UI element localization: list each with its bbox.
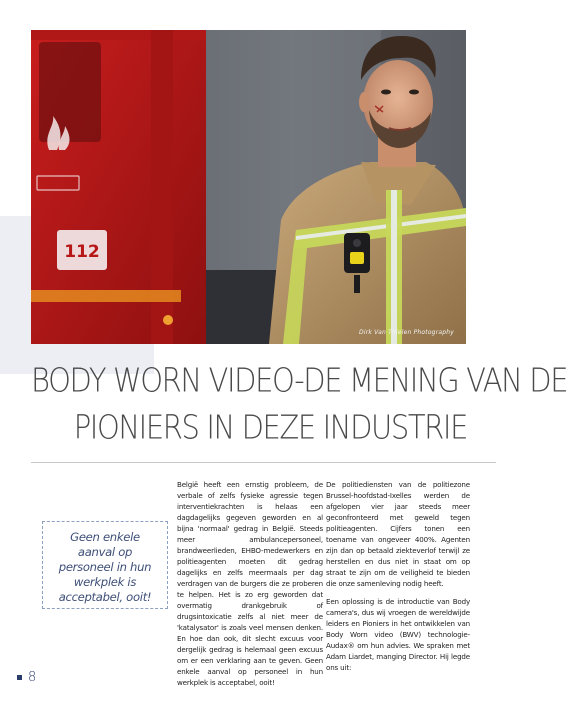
divider	[31, 462, 496, 463]
paragraph: België heeft een ernstig probleem, de verbale of zelfs fysieke agressie tegen interventiekrachten is helaas een dagdagelijks gegeven geworden en al bijna 'normaal' gedrag in België. Steeds meer ambulancepersoneel, brandweerlieden, EHBO-medewerkers en politieagenten moeten dit gedrag dagelijks en zelfs meermaals per dag verdragen van de burgers die ze proberen te helpen. Het is zo erg geworden dat overmatig drankgebruik of drugsintoxicatie zelfs al niet meer de 'katalysator' is zoals veel mensen denken. En hoe dan ook, dit slecht excuus voor dergelijk gedrag is helemaal geen excuus om er een verklaring aan te geven. Geen enkele aanval op personeel in hun werkplek is acceptabel, ooit!	[177, 480, 323, 687]
page-number	[17, 670, 36, 685]
page-number-text: 8	[28, 670, 37, 685]
hero-photo	[31, 30, 466, 344]
pull-quote-text: Geen enkele aanval op personeel in hun werkplek is acceptabel, ooit!	[58, 530, 152, 604]
paragraph: De politiediensten van de politiezone Brussel-hoofdstad-Ixelles werden de afgelopen vier jaar steeds meer geconfronteerd met geweld tegen politieagenten. Cijfers tonen een toename van ongeveer 400%. Agenten zijn dan op betaald ziekteverlof terwijl ze herstellen en dus niet in staat om op straat te zijn om de veiligheid te bieden die onze samenleving nodig heeft.	[326, 480, 470, 588]
svg-text:112: 112	[64, 242, 100, 262]
paragraph: Een oplossing is de introductie van Body camera's, dus wij vroegen de wereldwijde leiders en Pioniers in het ontwikkelen van Body Worn video (BWV) technologie-Audax® om hun advies. We spraken met Adam Liardet, manging Director. Hij legde ons uit:	[326, 597, 470, 672]
photo-credit: Dirk Van Thielen Photography	[359, 329, 454, 336]
page-marker-icon	[17, 675, 22, 680]
article-title-line-2: PIONIERS IN DEZE INDUSTRIE	[73, 407, 467, 447]
body-column-1	[177, 479, 323, 695]
body-column-2	[326, 479, 470, 680]
article-title-line-1: BODY WORN VIDEO-DE MENING VAN DE	[31, 360, 567, 400]
pull-quote	[42, 521, 168, 609]
firefighter-photo-illustration	[31, 30, 466, 344]
